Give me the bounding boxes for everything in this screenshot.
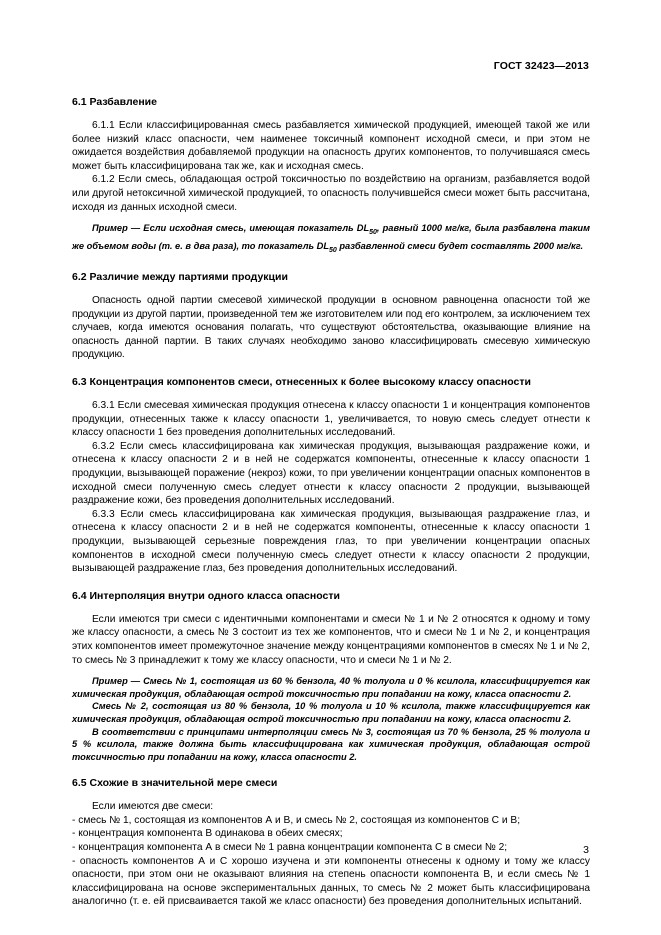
- paragraph-6-1-1: 6.1.1 Если классифицированная смесь разбавляется химической продукцией, имеющей такой же или более низкий класс опасности, чем наименее токсичный компонент исходной смеси, и при этом не ожидается воздействия добавляемой продукции на опасность других компонентов, то получившаяся смесь может быть классифицирована так же, как и исходная смесь.: [72, 120, 590, 172]
- example-text-b: , равный 1000 мг/кг, была разбавлена таким же объемом воды (т. е. в два раза), то показатель DL: [72, 223, 590, 251]
- paragraph-6-3-3: 6.3.3 Если смесь классифицирована как химическая продукция, вызывающая раздражение глаз, и отнесена к классу опасности 2 и в ней не содержатся компоненты, отнесенные к классу опасности 1 продукции, вызывающей серьезные повреждения глаз, то при увеличении концентрации опасных компонентов в исходной смеси полученную смесь следует отнести к классу опасности 2 продукции, вызывающей раздражение глаз, без проведения дополнительных исследований.: [72, 508, 590, 575]
- paragraph-6-4: Если имеются три смеси с идентичными компонентами и смеси № 1 и № 2 относятся к одному и тому же классу опасности, а смесь № 3 состоит из тех же компонентов, что и смеси № 1 и № 2, и концентрация этих компонентов имеет промежуточное значение между концентрациями компонентов в смесях № 1 и № 2, то смесь № 3 принадлежит к тому же классу опасности, что и смеси № 1 и № 2.: [72, 613, 590, 666]
- document-code: ГОСТ 32423—2013: [493, 60, 589, 72]
- section-title: 6.2 Различие между партиями продукции: [72, 271, 288, 284]
- paragraph-6-3-1: 6.3.1 Если смесевая химическая продукция отнесена к классу опасности 1 и концентрация компонентов продукции, отнесенных также к классу опасности 1, увеличивается, то новую смесь следует отнести к классу опасности 1 без проведения дополнительных исследований.: [72, 400, 590, 439]
- subscript-50: 50: [369, 229, 377, 237]
- paragraph-6-3-2: 6.3.2 Если смесь классифицирована как химическая продукция, вызывающая раздражение кожи, и отнесена к классу опасности 2 и в ней не содержатся компоненты, отнесенные к классу опасности 1 продукции, вызывающей поражение (некроз) кожи, то при увеличении концентрации опасных компонентов в исходной смеси полученную смесь следует отнести к классу опасности 2 продукции, вызывающей раздражение кожи, без проведения дополнительных исследований.: [72, 440, 590, 507]
- example-6-1: [72, 222, 590, 257]
- list-item: - смесь № 1, состоящая из компонентов А и В, и смесь № 2, состоящая из компонентов С и В;: [72, 814, 521, 826]
- example-6-4-1: Пример — Смесь № 1, состоящая из 60 % бензола, 40 % толуола и 0 % ксилола, классифицируется как химическая продукция, обладающая острой токсичностью при попадании на кожу, класса опасности 2.: [72, 676, 590, 699]
- section-6-5: [72, 777, 590, 909]
- list-item: - концентрация компонента А в смеси № 1 равна концентрации компонента С в смеси № 2;: [72, 842, 508, 854]
- example-text-c: разбавленной смеси будет составлять 2000 мг/кг.: [336, 240, 584, 251]
- page-number: 3: [583, 844, 589, 856]
- section-title: 6.5 Схожие в значительной мере смеси: [72, 777, 278, 790]
- paragraph-6-5-intro: Если имеются две смеси:: [92, 801, 214, 813]
- section-6-4: [72, 590, 590, 764]
- section-title: 6.3 Концентрация компонентов смеси, отнесенных к более высокому классу опасности: [72, 376, 531, 389]
- example-text-a: Пример — Если исходная смесь, имеющая показатель DL: [92, 223, 370, 234]
- section-6-1: [72, 96, 590, 257]
- page-content: [72, 96, 590, 909]
- subscript-50: 50: [329, 246, 337, 254]
- conditions-list: [72, 814, 590, 909]
- example-6-4-3: В соответствии с принципами интерполяции смесь № 3, состоящая из 70 % бензола, 25 % толуола и 5 % ксилола, также должна быть классифицирована как химическая продукция, обладающая острой токсичностью при попадании на кожу, класса опасности 2.: [72, 726, 590, 762]
- section-title: 6.4 Интерполяция внутри одного класса опасности: [72, 589, 340, 602]
- list-item: - концентрация компонента В одинакова в обеих смесях;: [72, 828, 343, 840]
- example-6-4-2: Смесь № 2, состоящая из 80 % бензола, 10 % толуола и 10 % ксилола, также классифицируется как химическая продукция, обладающая острой токсичностью при попадании на кожу, класса опасности 2.: [72, 701, 590, 724]
- section-6-2: [72, 271, 590, 362]
- paragraph-6-1-2: 6.1.2 Если смесь, обладающая острой токсичностью по воздействию на организм, разбавляется водой или другой нетоксичной химической продукцией, то опасность получившейся смеси может быть рассчитана, исходя из данных исходной смеси.: [72, 174, 590, 213]
- list-item: - опасность компонентов А и С хорошо изучена и эти компоненты отнесены к одному и тому же классу опасности, при этом они не оказывают влияния на степень опасности компонента В, и если смесь № 1 классифицирована на основе экспериментальных данных, то смесь № 2 может быть классифицирована аналогично (т. е. ей присваивается такой же класс опасности) без проведения дополнительных испытаний.: [72, 855, 590, 908]
- section-title: 6.1 Разбавление: [72, 96, 157, 108]
- section-6-3: [72, 376, 590, 576]
- paragraph-6-2: Опасность одной партии смесевой химической продукции в основном равноценна опасности той же продукции из другой партии, произведенной тем же изготовителем или под его контролем, за исключением тех случаев, когда имеются основания полагать, что существуют обстоятельства, оказывающие влияние на опасность данной партии. В таких случаях необходимо заново классифицировать смесевую химическую продукцию.: [72, 295, 590, 361]
